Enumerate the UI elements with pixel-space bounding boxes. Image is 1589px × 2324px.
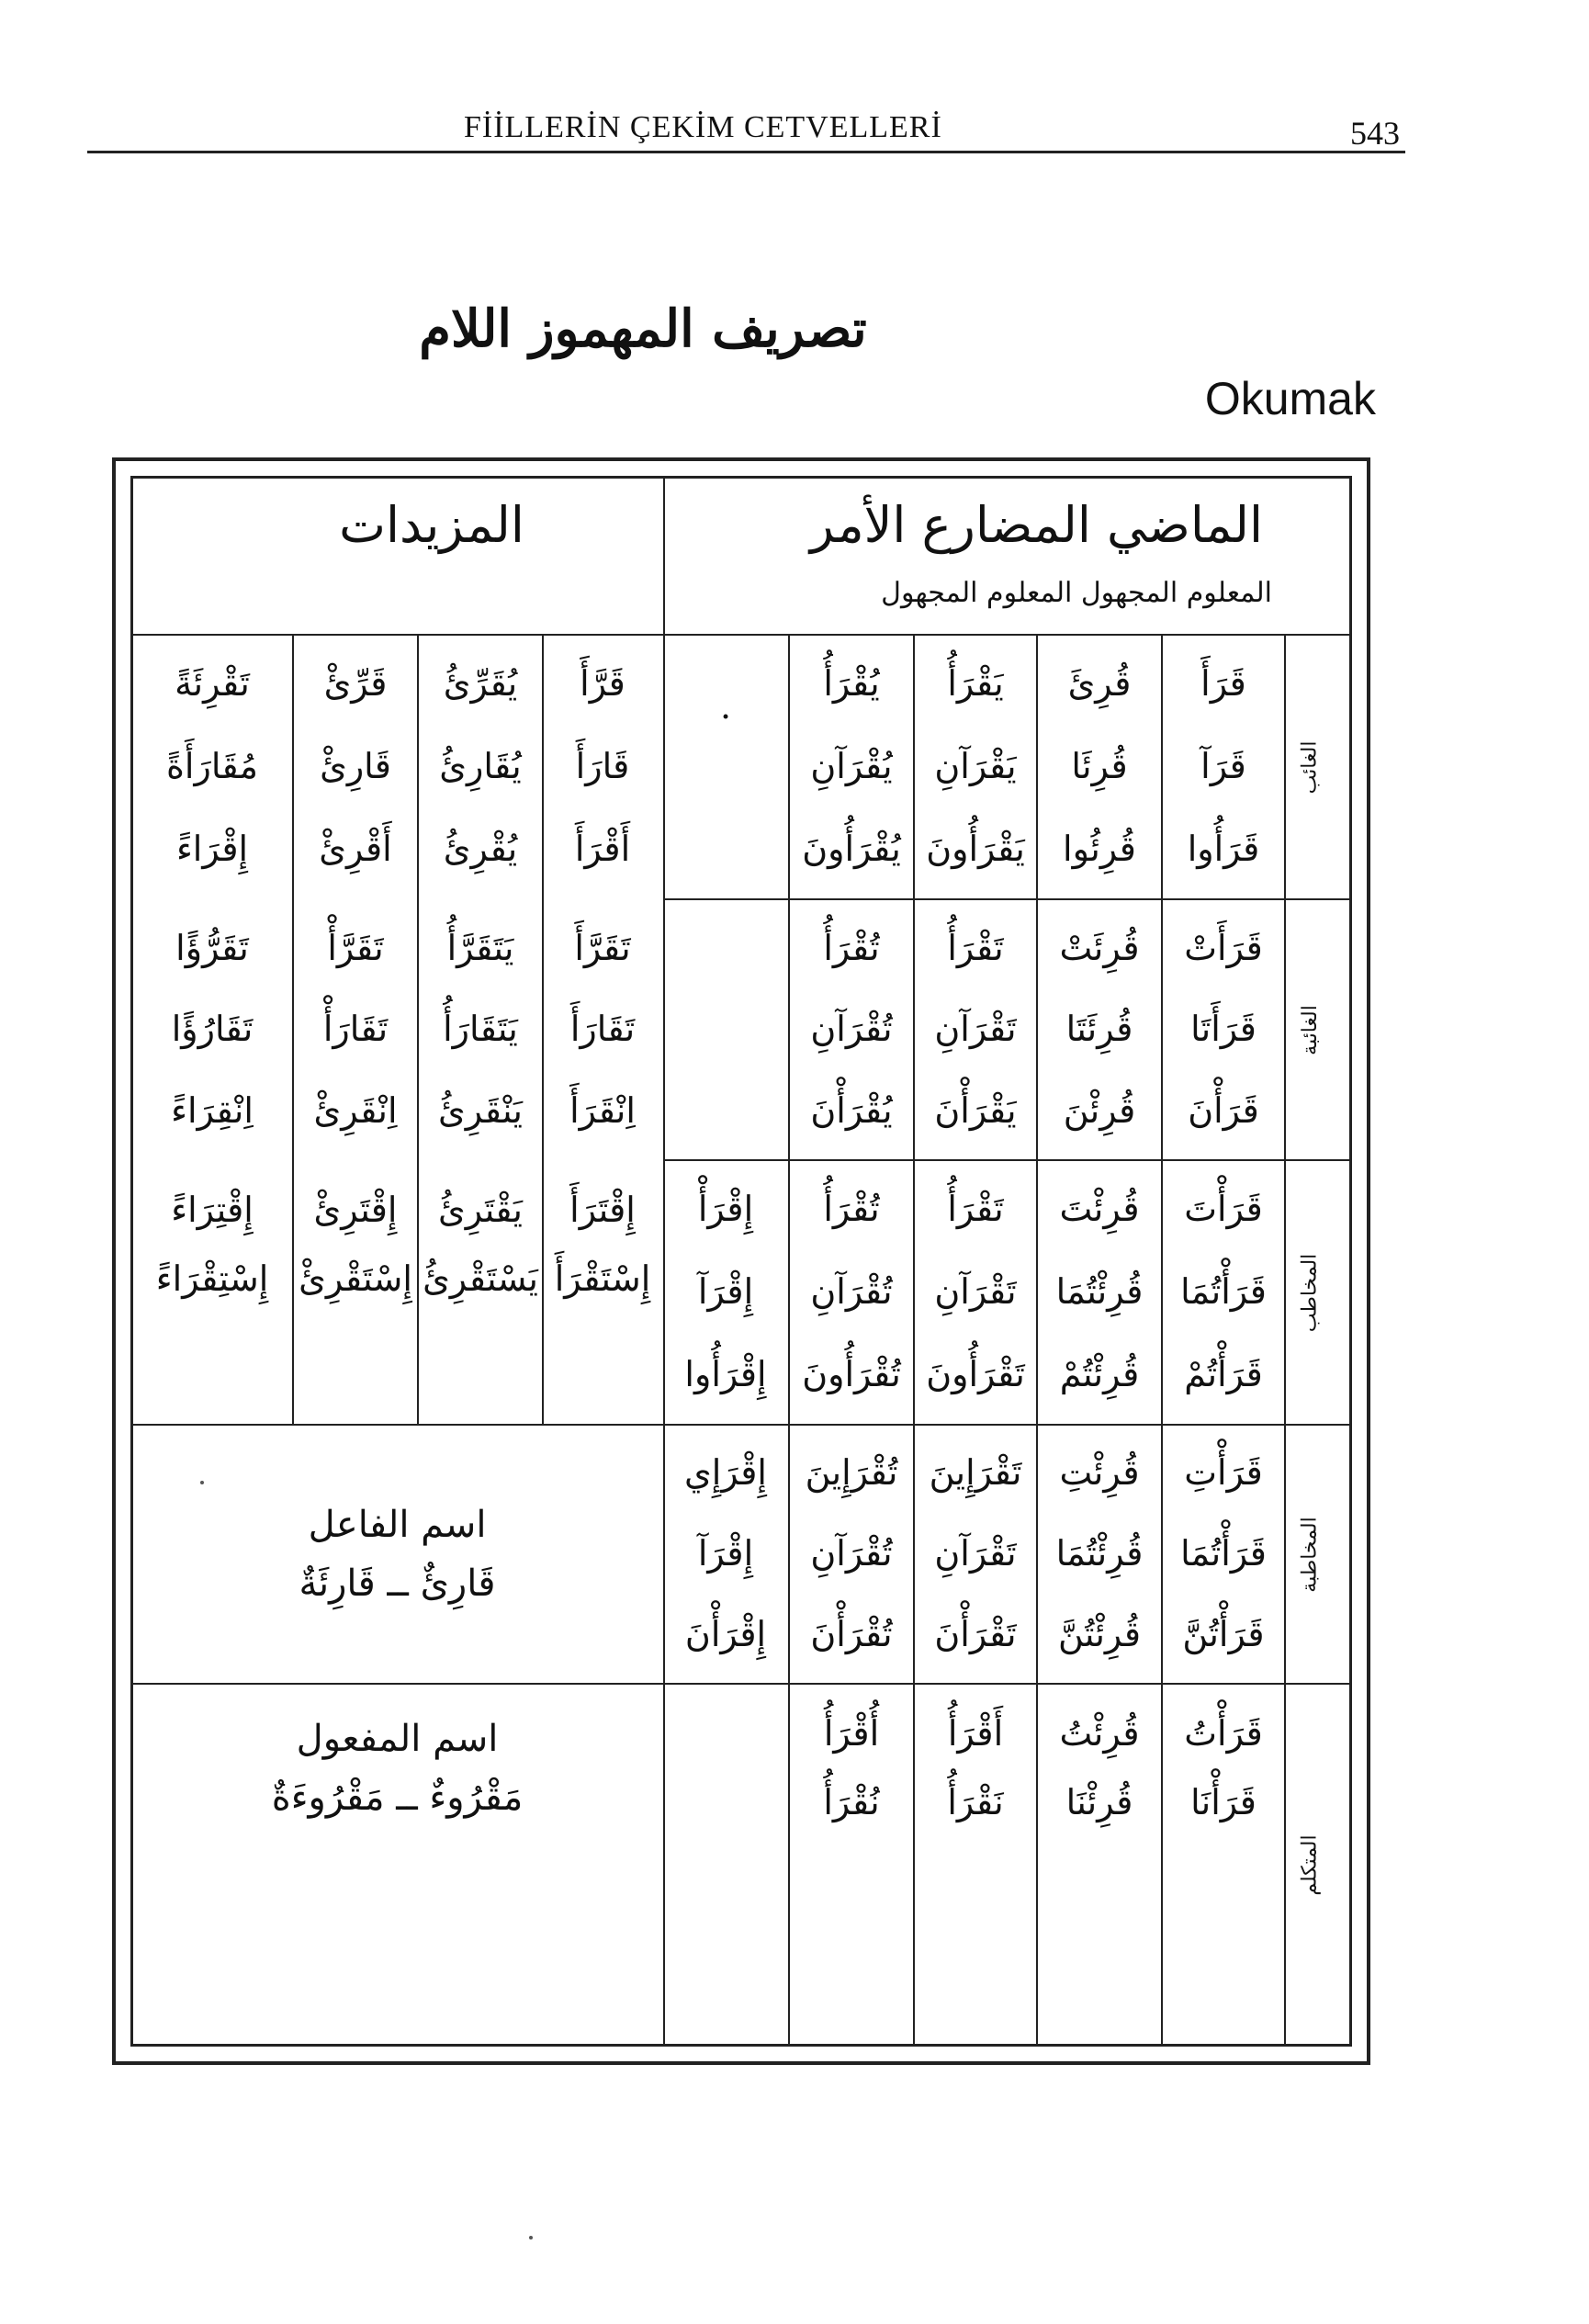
cell-mazid-3 bbox=[294, 908, 417, 1152]
verb-form: يُقْرِئُ bbox=[443, 829, 518, 870]
verb-form: قُرِئَ bbox=[1067, 663, 1132, 705]
verb-form: إِسْتَقْرِئْ bbox=[299, 1258, 412, 1299]
verb-form: تَقْرَآنِ bbox=[934, 1009, 1017, 1050]
ism-maful-forms: مَقْرُوءٌ ــ مَقْرُوءَةٌ bbox=[271, 1777, 524, 1819]
verb-form: اِنْقِرَاءً bbox=[171, 1089, 254, 1131]
cell-mudari-malum bbox=[915, 643, 1036, 891]
ism-fail-forms: قَارِئٌ ــ قَارِئَةٌ bbox=[299, 1562, 496, 1605]
verb-form: اِنْقَرِئْ bbox=[313, 1089, 398, 1131]
cell-madi-malum bbox=[1163, 643, 1284, 891]
verb-form: تُقْرَآنِ bbox=[810, 1009, 893, 1050]
amr-mark: . bbox=[719, 686, 732, 728]
verb-form: قَرَأُوا bbox=[1187, 829, 1260, 870]
cell-mudari-malum bbox=[915, 1699, 1036, 1837]
verb-form: تَقَارَأَ bbox=[569, 1009, 636, 1050]
verb-form: قُرِئْتُنَّ bbox=[1057, 1614, 1142, 1655]
verb-form: تُقْرَآنِ bbox=[810, 1533, 893, 1574]
header-bottom-line bbox=[130, 634, 1352, 636]
arabic-title: تصريف المهموز اللام bbox=[419, 299, 867, 359]
verb-form: قَرَآ bbox=[1200, 746, 1246, 787]
verb-form: قَرَّأَ bbox=[580, 663, 625, 705]
verb-form: قُرِئَتَا bbox=[1065, 1009, 1133, 1050]
verb-form: قَرَأْنَ bbox=[1188, 1089, 1259, 1131]
cell-madi-majhul bbox=[1038, 1433, 1161, 1675]
verb-form: إِقْرَآ bbox=[697, 1533, 754, 1574]
verb-form: إِقْرَاءً bbox=[175, 829, 249, 870]
cell-mazid-2 bbox=[419, 643, 542, 891]
verb-form: يَقْرَأْنَ bbox=[934, 1089, 1017, 1131]
row-line-3 bbox=[130, 1424, 1352, 1426]
verb-form: تَقْرَأُونَ bbox=[926, 1354, 1025, 1395]
verb-form: تَقَرَّأَ bbox=[574, 927, 631, 968]
scan-speck bbox=[200, 1481, 204, 1484]
verb-form: تَقَارُؤًا bbox=[171, 1009, 254, 1050]
verb-form: يَقْتَرِئُ bbox=[438, 1189, 523, 1230]
verb-form: يَتَقَرَّأُ bbox=[446, 927, 514, 968]
turkish-title: Okumak bbox=[1204, 373, 1376, 424]
cell-mudari-majhul bbox=[790, 1168, 913, 1416]
verb-form: قَرَأَتَا bbox=[1190, 1009, 1257, 1050]
verb-form: تَقْرِئَةً bbox=[175, 663, 250, 705]
side-label-cell bbox=[1286, 900, 1334, 1159]
verb-form: أَقْرَأُ bbox=[947, 1712, 1004, 1754]
verb-form: مُقَارَأَةً bbox=[166, 746, 258, 787]
side-label: الغائبة bbox=[1298, 1004, 1322, 1055]
conjugation-subheader: المعلوم المجهول المعلوم المجهول bbox=[881, 577, 1272, 609]
ism-maful-label: اسم المفعول bbox=[296, 1718, 499, 1760]
verb-form: قُرِئْتُمَا bbox=[1055, 1271, 1144, 1313]
verb-form: نُقْرَأُ bbox=[823, 1781, 880, 1822]
verb-form: قَرَأَتْ bbox=[1184, 927, 1263, 968]
cell-mudari-malum bbox=[915, 908, 1036, 1152]
verb-form: يَقْرَأُ bbox=[947, 663, 1004, 705]
verb-form: قُرِئَتْ bbox=[1059, 927, 1140, 968]
side-label-cell bbox=[1286, 636, 1334, 898]
row-line-4 bbox=[130, 1683, 1352, 1685]
verb-form: أَقْرِئْ bbox=[319, 829, 392, 870]
cell-amr bbox=[665, 680, 786, 735]
row-line-2 bbox=[663, 1159, 1352, 1161]
cell-madi-malum bbox=[1163, 1699, 1284, 1837]
verb-form: إِقْرَأْنَ bbox=[684, 1614, 767, 1655]
verb-form: قَرَأْتُمْ bbox=[1184, 1354, 1263, 1395]
scan-speck bbox=[529, 2236, 533, 2239]
cell-mazid-1 bbox=[544, 908, 661, 1152]
side-label-cell bbox=[1286, 1161, 1334, 1424]
verb-form: قَرَأْتُنَّ bbox=[1182, 1614, 1265, 1655]
side-label: المتكلم bbox=[1298, 1833, 1322, 1896]
running-head-title: FİİLLERİN ÇEKİM CETVELLERİ bbox=[464, 110, 942, 144]
verb-form: يُقْرَآنِ bbox=[810, 746, 893, 787]
verb-form: قُرِئْنَ bbox=[1063, 1089, 1136, 1131]
verb-form: قُرِئْتِ bbox=[1059, 1452, 1140, 1494]
running-head bbox=[87, 103, 1405, 153]
verb-form: نَقْرَأُ bbox=[947, 1781, 1004, 1822]
verb-form: قُرِئَا bbox=[1071, 746, 1128, 787]
verb-form: قَرَأْتُمَا bbox=[1180, 1271, 1267, 1313]
conjugation-header: الماضي المضارع الأمر bbox=[809, 496, 1263, 554]
verb-form: يَسْتَقْرِئُ bbox=[423, 1258, 538, 1299]
cell-madi-majhul bbox=[1038, 1168, 1161, 1416]
verb-form: إِسْتِقْرَاءً bbox=[155, 1258, 269, 1299]
cell-madi-malum bbox=[1163, 1433, 1284, 1675]
verb-form: قَرَأَ bbox=[1200, 663, 1246, 705]
ism-fail-label: اسم الفاعل bbox=[308, 1504, 487, 1546]
verb-form: يَقْرَأُونَ bbox=[926, 829, 1025, 870]
verb-form: يُقَرِّئُ bbox=[443, 663, 518, 705]
verb-form: قُرِئْتُمَا bbox=[1055, 1533, 1144, 1574]
side-label-cell bbox=[1286, 1685, 1334, 2045]
verb-form: يَقْرَآنِ bbox=[934, 746, 1017, 787]
cell-mudari-malum bbox=[915, 1168, 1036, 1416]
cell-mazid-2 bbox=[419, 908, 542, 1152]
verb-form: تَقْرَأْنَ bbox=[934, 1614, 1017, 1655]
cell-amr bbox=[665, 1433, 786, 1675]
verb-form: يُقْرَأُونَ bbox=[802, 829, 901, 870]
cell-mazid-2 bbox=[419, 1176, 542, 1314]
verb-form: قَارَأَ bbox=[575, 746, 630, 787]
cell-mudari-malum bbox=[915, 1433, 1036, 1675]
verb-form: إِقْرَآ bbox=[697, 1271, 754, 1313]
verb-form: قَرَأْتُ bbox=[1184, 1712, 1263, 1754]
cell-madi-malum bbox=[1163, 1168, 1284, 1416]
cell-mazid-3 bbox=[294, 1176, 417, 1314]
side-label-cell bbox=[1286, 1426, 1334, 1683]
verb-form: قَرَأْتُمَا bbox=[1180, 1533, 1267, 1574]
verb-form: قَرَأْتِ bbox=[1184, 1452, 1263, 1494]
ism-maful-block bbox=[138, 1699, 657, 1837]
cell-madi-majhul bbox=[1038, 1699, 1161, 1837]
cell-amr bbox=[665, 1168, 786, 1416]
verb-form: إِقْتَرِئْ bbox=[313, 1189, 398, 1230]
side-label: المخاطب bbox=[1298, 1253, 1322, 1332]
verb-form: يَتَقَارَأُ bbox=[443, 1009, 518, 1050]
side-label: المخاطبة bbox=[1298, 1516, 1322, 1593]
row-line-1 bbox=[663, 898, 1352, 900]
page-number: 543 bbox=[1350, 115, 1400, 152]
cell-mazid-4 bbox=[132, 643, 292, 891]
verb-form: قَرَأْنَا bbox=[1190, 1781, 1257, 1822]
verb-form: تَقَارَأْ bbox=[322, 1009, 389, 1050]
verb-form: اِنْقَرَأَ bbox=[569, 1089, 636, 1131]
verb-form: قَارِئْ bbox=[320, 746, 391, 787]
verb-form: إِسْتَقْرَأَ bbox=[554, 1258, 651, 1299]
cell-madi-majhul bbox=[1038, 908, 1161, 1152]
verb-form: تَقْرَأُ bbox=[947, 1189, 1004, 1230]
ism-fail-block bbox=[138, 1433, 657, 1675]
verb-form: تُقْرَأُونَ bbox=[802, 1354, 901, 1395]
verb-form: قُرِئْتُمْ bbox=[1059, 1354, 1140, 1395]
verb-form: قُرِئْتُ bbox=[1059, 1712, 1140, 1754]
cell-mazid-3 bbox=[294, 643, 417, 891]
cell-mudari-majhul bbox=[790, 643, 913, 891]
cell-madi-majhul bbox=[1038, 643, 1161, 891]
cell-madi-malum bbox=[1163, 908, 1284, 1152]
cell-mudari-majhul bbox=[790, 1699, 913, 1837]
verb-form: إِقْتِرَاءً bbox=[171, 1189, 254, 1230]
verb-form: تَقْرَأُ bbox=[947, 927, 1004, 968]
verb-form: أَقْرَأَ bbox=[574, 829, 631, 870]
verb-form: تُقْرَأُ bbox=[823, 1189, 880, 1230]
verb-form: قَرِّئْ bbox=[323, 663, 388, 705]
verb-form: تَقْرَآنِ bbox=[934, 1533, 1017, 1574]
verb-form: يُقَارِئُ bbox=[439, 746, 522, 787]
cell-mazid-4 bbox=[132, 1176, 292, 1314]
verb-form: إِقْتَرَأَ bbox=[569, 1189, 636, 1230]
verb-form: يُقْرَأْنَ bbox=[810, 1089, 893, 1131]
cell-mazid-4 bbox=[132, 908, 292, 1152]
verb-form: تَقْرَآنِ bbox=[934, 1271, 1017, 1313]
verb-form: قُرِئْنَا bbox=[1065, 1781, 1133, 1822]
verb-form: قَرَأْتَ bbox=[1184, 1189, 1263, 1230]
verb-form: تُقْرَآنِ bbox=[810, 1271, 893, 1313]
verb-form: أُقْرَأُ bbox=[823, 1712, 880, 1754]
verb-form: تُقْرَأُ bbox=[823, 927, 880, 968]
verb-form: تُقْرَإِينَ bbox=[805, 1452, 898, 1494]
side-label: الغائب bbox=[1298, 740, 1322, 794]
verb-form: إِقْرَأْ bbox=[697, 1189, 754, 1230]
cell-mazid-1 bbox=[544, 1176, 661, 1314]
verb-form: تَقْرَإِينَ bbox=[929, 1452, 1022, 1494]
cell-mudari-majhul bbox=[790, 1433, 913, 1675]
verb-form: إِقْرَأُوا bbox=[684, 1354, 767, 1395]
verb-form: قُرِئُوا bbox=[1063, 829, 1136, 870]
verb-form: يُقْرَأُ bbox=[823, 663, 880, 705]
cell-mudari-majhul bbox=[790, 908, 913, 1152]
verb-form: تَقَرَّأْ bbox=[327, 927, 384, 968]
verb-form: تُقْرَأْنَ bbox=[810, 1614, 893, 1655]
verb-form: تَقَرُّؤًا bbox=[175, 927, 249, 968]
mazid-header: المزيدات bbox=[339, 496, 524, 554]
verb-form: إِقْرَإِي bbox=[684, 1452, 767, 1494]
verb-form: قُرِئْتَ bbox=[1059, 1189, 1140, 1230]
verb-form: يَنْقَرِئُ bbox=[438, 1089, 523, 1131]
cell-mazid-1 bbox=[544, 643, 661, 891]
